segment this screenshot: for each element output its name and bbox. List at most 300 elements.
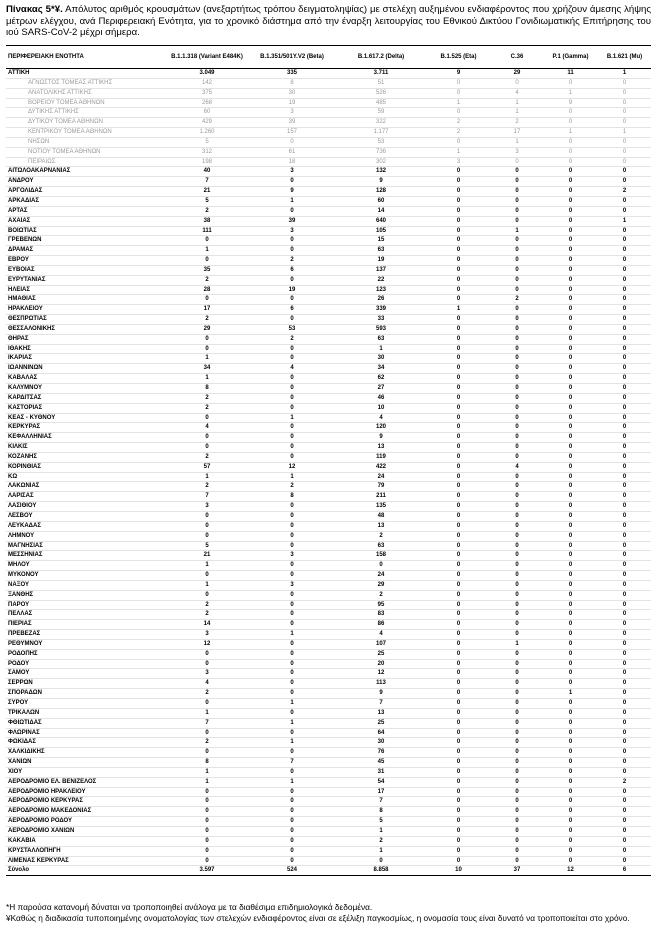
region-name: ΛΕΥΚΑΔΑΣ — [6, 521, 166, 531]
count-cell: 0 — [543, 305, 598, 315]
count-cell: 30 — [248, 88, 336, 98]
count-cell: 0 — [426, 708, 491, 718]
count-cell: 7 — [166, 177, 248, 187]
count-cell: 0 — [248, 502, 336, 512]
count-cell: 0 — [543, 216, 598, 226]
count-cell: 0 — [248, 236, 336, 246]
count-cell: 0 — [543, 265, 598, 275]
count-cell: 5 — [166, 196, 248, 206]
count-cell: 34 — [336, 364, 426, 374]
count-cell: 0 — [426, 256, 491, 266]
region-name: ΚΩ — [6, 472, 166, 482]
region-name: ΒΟΙΩΤΙΑΣ — [6, 226, 166, 236]
header-c36: C.36 — [491, 46, 543, 69]
table-row — [6, 679, 651, 689]
count-cell: 29 — [336, 580, 426, 590]
count-cell: 0 — [543, 403, 598, 413]
count-cell: 0 — [543, 246, 598, 256]
region-name: ΣΠΟΡΑΔΩΝ — [6, 689, 166, 699]
count-cell: 0 — [248, 433, 336, 443]
table-row — [6, 571, 651, 581]
count-cell: 302 — [336, 157, 426, 167]
count-cell: 0 — [491, 561, 543, 571]
count-cell: 0 — [543, 777, 598, 787]
count-cell: 48 — [336, 511, 426, 521]
region-name: ΚΑΚΑΒΙΑ — [6, 836, 166, 846]
region-name: ΘΕΣΣΑΛΟΝΙΚΗΣ — [6, 324, 166, 334]
count-cell: 0 — [598, 167, 651, 177]
region-name: ΚΑΣΤΟΡΙΑΣ — [6, 403, 166, 413]
count-cell: 0 — [543, 433, 598, 443]
count-cell: 0 — [248, 295, 336, 305]
table-row — [6, 295, 651, 305]
count-cell: 0 — [598, 718, 651, 728]
count-cell: 0 — [426, 846, 491, 856]
count-cell: 0 — [491, 541, 543, 551]
count-cell: 0 — [491, 767, 543, 777]
count-cell: 0 — [426, 511, 491, 521]
count-cell: 0 — [491, 433, 543, 443]
count-cell: 24 — [336, 472, 426, 482]
count-cell: 34 — [166, 364, 248, 374]
count-cell: 0 — [248, 610, 336, 620]
table-row — [6, 69, 651, 79]
count-cell: 0 — [598, 639, 651, 649]
count-cell: 4 — [248, 364, 336, 374]
count-cell: 1 — [248, 777, 336, 787]
count-cell: 53 — [248, 324, 336, 334]
table-row — [6, 275, 651, 285]
table-row — [6, 492, 651, 502]
region-name: ΡΟΔΟΠΗΣ — [6, 649, 166, 659]
count-cell: 3 — [248, 580, 336, 590]
count-cell: 0 — [543, 452, 598, 462]
region-name: ΑΕΡΟΔΡΟΜΙΟ ΡΟΔΟΥ — [6, 817, 166, 827]
count-cell: 0 — [166, 826, 248, 836]
count-cell: 0 — [491, 748, 543, 758]
table-row — [6, 807, 651, 817]
table-subrow — [6, 98, 651, 108]
count-cell: 0 — [166, 787, 248, 797]
count-cell: 2 — [248, 256, 336, 266]
count-cell: 1 — [598, 128, 651, 138]
count-cell: 40 — [166, 167, 248, 177]
count-cell: 0 — [543, 157, 598, 167]
region-name: ΦΛΩΡΙΝΑΣ — [6, 728, 166, 738]
count-cell: 0 — [491, 807, 543, 817]
count-cell: 0 — [248, 541, 336, 551]
table-row — [6, 511, 651, 521]
count-cell: 120 — [336, 423, 426, 433]
count-cell: 0 — [426, 226, 491, 236]
count-cell: 0 — [248, 315, 336, 325]
count-cell: 128 — [336, 187, 426, 197]
count-cell: 25 — [336, 718, 426, 728]
count-cell: 7 — [166, 492, 248, 502]
count-cell: 0 — [598, 433, 651, 443]
count-cell: 4 — [491, 462, 543, 472]
count-cell: 5 — [166, 137, 248, 147]
count-cell: 0 — [248, 344, 336, 354]
count-cell: 0 — [248, 649, 336, 659]
count-cell: 20 — [336, 659, 426, 669]
table-row — [6, 206, 651, 216]
table-row — [6, 393, 651, 403]
count-cell: 0 — [543, 147, 598, 157]
count-cell: 3 — [426, 157, 491, 167]
region-name: ΑΕΡΟΔΡΟΜΙΟ ΚΕΡΚΥΡΑΣ — [6, 797, 166, 807]
count-cell: 13 — [336, 708, 426, 718]
count-cell: 0 — [426, 620, 491, 630]
region-name: ΛΕΣΒΟΥ — [6, 511, 166, 521]
count-cell: 0 — [491, 285, 543, 295]
count-cell: 63 — [336, 541, 426, 551]
count-cell: 2 — [598, 777, 651, 787]
count-cell: 0 — [426, 492, 491, 502]
region-name: ΑΡΤΑΣ — [6, 206, 166, 216]
count-cell: 422 — [336, 462, 426, 472]
region-name: ΘΕΣΠΡΩΤΙΑΣ — [6, 315, 166, 325]
count-cell: 9 — [336, 177, 426, 187]
count-cell: 0 — [543, 443, 598, 453]
count-cell: 0 — [491, 256, 543, 266]
count-cell: 0 — [598, 98, 651, 108]
count-cell: 0 — [426, 462, 491, 472]
count-cell: 0 — [248, 374, 336, 384]
count-cell: 0 — [166, 511, 248, 521]
count-cell: 45 — [336, 758, 426, 768]
count-cell: 0 — [543, 295, 598, 305]
count-cell: 0 — [598, 856, 651, 866]
region-name: ΠΕΙΡΑΙΩΣ — [6, 157, 166, 167]
count-cell: 24 — [336, 571, 426, 581]
region-name: ΚΑΒΑΛΑΣ — [6, 374, 166, 384]
count-cell: 0 — [598, 315, 651, 325]
count-cell: 0 — [248, 354, 336, 364]
region-name: ΦΩΚΙΔΑΣ — [6, 738, 166, 748]
count-cell: 113 — [336, 679, 426, 689]
count-cell: 3 — [248, 551, 336, 561]
count-cell: 0 — [248, 669, 336, 679]
count-cell: 5 — [166, 541, 248, 551]
count-cell: 62 — [336, 374, 426, 384]
count-cell: 0 — [491, 531, 543, 541]
count-cell: 0 — [248, 511, 336, 521]
count-cell: 2 — [248, 482, 336, 492]
total-row — [6, 866, 651, 876]
count-cell: 0 — [426, 216, 491, 226]
count-cell: 0 — [426, 472, 491, 482]
region-name: ΚΡΥΣΤΑΛΛΟΠΗΓΗ — [6, 846, 166, 856]
region-name: ΝΑΞΟΥ — [6, 580, 166, 590]
count-cell: 0 — [543, 423, 598, 433]
table-row — [6, 216, 651, 226]
count-cell: 0 — [491, 246, 543, 256]
count-cell: 0 — [491, 344, 543, 354]
count-cell: 0 — [543, 502, 598, 512]
count-cell: 0 — [598, 728, 651, 738]
count-cell: 0 — [491, 718, 543, 728]
count-cell: 25 — [336, 649, 426, 659]
count-cell: 0 — [248, 443, 336, 453]
count-cell: 0 — [598, 748, 651, 758]
count-cell: 12 — [166, 639, 248, 649]
count-cell: 0 — [491, 826, 543, 836]
count-cell: 0 — [598, 443, 651, 453]
count-cell: 0 — [426, 689, 491, 699]
count-cell: 0 — [248, 817, 336, 827]
count-cell: 1 — [336, 344, 426, 354]
count-cell: 38 — [166, 216, 248, 226]
table-row — [6, 600, 651, 610]
table-row — [6, 590, 651, 600]
region-name: ΚΑΛΥΜΝΟΥ — [6, 384, 166, 394]
count-cell: 0 — [426, 236, 491, 246]
count-cell: 0 — [426, 433, 491, 443]
count-cell: 0 — [248, 531, 336, 541]
count-cell: 0 — [598, 413, 651, 423]
region-name: ΕΒΡΟΥ — [6, 256, 166, 266]
table-row — [6, 708, 651, 718]
count-cell: 0 — [491, 620, 543, 630]
count-cell: 0 — [166, 256, 248, 266]
count-cell: 0 — [166, 817, 248, 827]
count-cell: 0 — [491, 443, 543, 453]
table-subrow — [6, 78, 651, 88]
count-cell: 0 — [598, 226, 651, 236]
table-row — [6, 256, 651, 266]
count-cell: 8 — [166, 384, 248, 394]
count-cell: 0 — [543, 630, 598, 640]
count-cell: 0 — [598, 846, 651, 856]
table-row — [6, 748, 651, 758]
count-cell: 0 — [543, 285, 598, 295]
count-cell: 0 — [543, 836, 598, 846]
count-cell: 0 — [166, 531, 248, 541]
count-cell: 0 — [248, 452, 336, 462]
count-cell: 0 — [248, 797, 336, 807]
region-name: ΒΟΡΕΙΟΥ ΤΟΜΕΑ ΑΘΗΝΩΝ — [6, 98, 166, 108]
count-cell: 0 — [491, 649, 543, 659]
count-cell: 0 — [426, 108, 491, 118]
count-cell: 0 — [598, 384, 651, 394]
count-cell: 0 — [491, 679, 543, 689]
count-cell: 5 — [336, 817, 426, 827]
count-cell: 0 — [491, 157, 543, 167]
header-b1525: B.1.525 (Eta) — [426, 46, 491, 69]
count-cell: 0 — [426, 403, 491, 413]
count-cell: 2 — [336, 590, 426, 600]
region-name: ΔΥΤΙΚΟΥ ΤΟΜΕΑ ΑΘΗΝΩΝ — [6, 118, 166, 128]
region-name: ΛΑΣΙΘΙΟΥ — [6, 502, 166, 512]
table-row — [6, 767, 651, 777]
region-name: ΧΑΝΙΩΝ — [6, 758, 166, 768]
table-row — [6, 738, 651, 748]
count-cell: 0 — [426, 639, 491, 649]
count-cell: 0 — [543, 236, 598, 246]
count-cell: 2 — [166, 738, 248, 748]
count-cell: 0 — [598, 738, 651, 748]
region-name: ΕΥΒΟΙΑΣ — [6, 265, 166, 275]
count-cell: 0 — [598, 403, 651, 413]
count-cell: 0 — [543, 758, 598, 768]
count-cell: 0 — [598, 374, 651, 384]
table-row — [6, 639, 651, 649]
count-cell: 0 — [248, 561, 336, 571]
count-cell: 142 — [166, 78, 248, 88]
table-row — [6, 669, 651, 679]
count-cell: 0 — [543, 78, 598, 88]
count-cell: 1 — [491, 98, 543, 108]
count-cell: 26 — [336, 295, 426, 305]
table-row — [6, 472, 651, 482]
count-cell: 0 — [543, 767, 598, 777]
count-cell: 0 — [491, 216, 543, 226]
count-cell: 0 — [543, 344, 598, 354]
count-cell: 0 — [598, 787, 651, 797]
count-cell: 2 — [166, 600, 248, 610]
table-row — [6, 787, 651, 797]
count-cell: 0 — [248, 836, 336, 846]
count-cell: 0 — [598, 88, 651, 98]
region-name: ΑΙΤΩΛΟΑΚΑΡΝΑΝΙΑΣ — [6, 167, 166, 177]
count-cell: 60 — [166, 108, 248, 118]
count-cell: 0 — [598, 137, 651, 147]
count-cell: 1 — [426, 147, 491, 157]
total-cell: 10 — [426, 866, 491, 876]
count-cell: 13 — [336, 521, 426, 531]
table-row — [6, 649, 651, 659]
count-cell: 21 — [166, 187, 248, 197]
count-cell: 29 — [491, 69, 543, 79]
table-row — [6, 826, 651, 836]
footnote-distribution: *Η παρούσα κατανομή δύναται να τροποποιηθεί ανάλογα με τα διαθέσιμα επιδημιολογικά δεδομένα. — [6, 902, 373, 912]
count-cell: 53 — [336, 137, 426, 147]
count-cell: 1 — [248, 413, 336, 423]
count-cell: 0 — [543, 659, 598, 669]
total-cell: 524 — [248, 866, 336, 876]
count-cell: 1.260 — [166, 128, 248, 138]
count-cell: 39 — [248, 216, 336, 226]
count-cell: 0 — [426, 610, 491, 620]
count-cell: 0 — [598, 334, 651, 344]
count-cell: 157 — [248, 128, 336, 138]
count-cell: 0 — [426, 167, 491, 177]
region-name: ΑΧΑΪΑΣ — [6, 216, 166, 226]
count-cell: 0 — [166, 443, 248, 453]
count-cell: 0 — [598, 511, 651, 521]
count-cell: 0 — [426, 659, 491, 669]
count-cell: 3 — [248, 167, 336, 177]
table-row — [6, 344, 651, 354]
count-cell: 0 — [491, 206, 543, 216]
count-cell: 0 — [426, 196, 491, 206]
count-cell: 0 — [598, 423, 651, 433]
count-cell: 2 — [336, 836, 426, 846]
count-cell: 0 — [426, 206, 491, 216]
count-cell: 0 — [598, 256, 651, 266]
count-cell: 0 — [491, 846, 543, 856]
count-cell: 1 — [491, 137, 543, 147]
count-cell: 2 — [166, 275, 248, 285]
count-cell: 0 — [598, 561, 651, 571]
count-cell: 0 — [166, 590, 248, 600]
count-cell: 86 — [336, 620, 426, 630]
header-b1351: B.1.351/501Y.V2 (Beta) — [248, 46, 336, 69]
count-cell: 22 — [336, 275, 426, 285]
count-cell: 0 — [543, 817, 598, 827]
count-cell: 0 — [166, 659, 248, 669]
count-cell: 137 — [336, 265, 426, 275]
count-cell: 0 — [491, 630, 543, 640]
count-cell: 0 — [543, 620, 598, 630]
count-cell: 1 — [491, 108, 543, 118]
count-cell: 0 — [491, 521, 543, 531]
count-cell: 0 — [543, 364, 598, 374]
count-cell: 0 — [426, 728, 491, 738]
count-cell: 0 — [491, 324, 543, 334]
count-cell: 0 — [598, 344, 651, 354]
table-row — [6, 531, 651, 541]
table-header-row — [6, 46, 651, 69]
count-cell: 0 — [491, 669, 543, 679]
count-cell: 375 — [166, 88, 248, 98]
count-cell: 0 — [426, 649, 491, 659]
count-cell: 0 — [248, 846, 336, 856]
region-name: ΣΥΡΟΥ — [6, 699, 166, 709]
count-cell: 1 — [166, 374, 248, 384]
count-cell: 0 — [166, 334, 248, 344]
count-cell: 0 — [491, 758, 543, 768]
count-cell: 19 — [336, 256, 426, 266]
count-cell: 3.049 — [166, 69, 248, 79]
count-cell: 0 — [543, 571, 598, 581]
total-label: Σύνολο — [6, 866, 166, 876]
table-row — [6, 452, 651, 462]
count-cell: 8 — [166, 758, 248, 768]
region-name: ΠΑΡΟΥ — [6, 600, 166, 610]
region-name: ΔΥΤΙΚΗΣ ΑΤΤΙΚΗΣ — [6, 108, 166, 118]
region-name: ΑΡΚΑΔΙΑΣ — [6, 196, 166, 206]
count-cell: 0 — [543, 787, 598, 797]
count-cell: 1 — [166, 561, 248, 571]
count-cell: 0 — [543, 600, 598, 610]
count-cell: 0 — [598, 305, 651, 315]
count-cell: 7 — [166, 718, 248, 728]
region-name: ΜΑΓΝΗΣΙΑΣ — [6, 541, 166, 551]
count-cell: 0 — [248, 246, 336, 256]
region-name: ΗΛΕΙΑΣ — [6, 285, 166, 295]
region-name: ΠΡΕΒΕΖΑΣ — [6, 630, 166, 640]
count-cell: 2 — [166, 403, 248, 413]
count-cell: 0 — [491, 265, 543, 275]
count-cell: 0 — [543, 590, 598, 600]
count-cell: 0 — [491, 413, 543, 423]
count-cell: 0 — [598, 521, 651, 531]
count-cell: 0 — [598, 108, 651, 118]
count-cell: 3.711 — [336, 69, 426, 79]
count-cell: 0 — [426, 413, 491, 423]
count-cell: 0 — [543, 137, 598, 147]
count-cell: 30 — [336, 738, 426, 748]
count-cell: 0 — [491, 177, 543, 187]
count-cell: 0 — [598, 580, 651, 590]
count-cell: 593 — [336, 324, 426, 334]
count-cell: 0 — [426, 334, 491, 344]
count-cell: 0 — [166, 295, 248, 305]
count-cell: 0 — [598, 620, 651, 630]
count-cell: 322 — [336, 118, 426, 128]
